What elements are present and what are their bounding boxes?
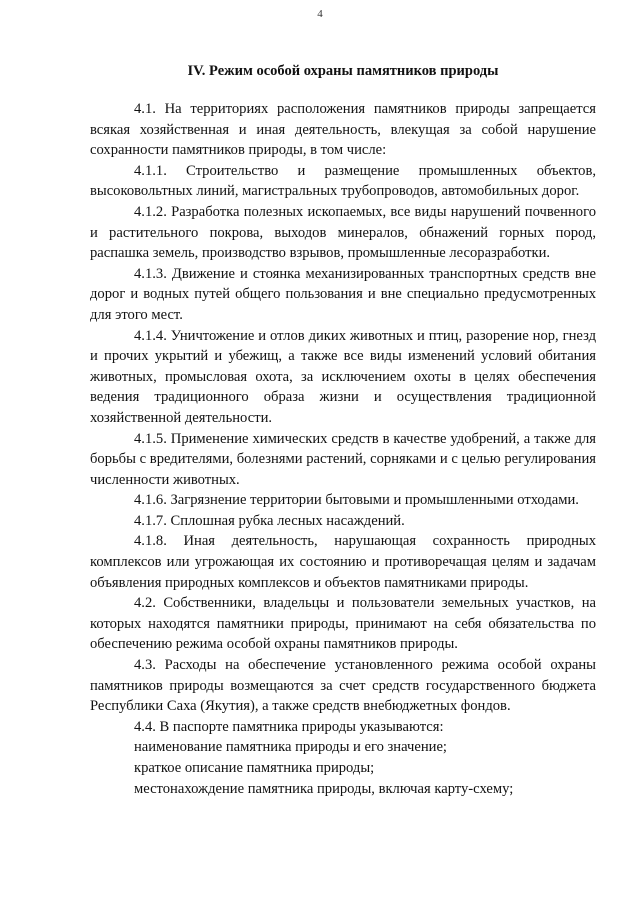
paragraph-4-1-8: 4.1.8. Иная деятельность, нарушающая сохранность природных комплексов или угрожающая их состоянию и противоречащая целям и задачам объявления природных комплексов и объектов памятниками природы. (90, 533, 596, 591)
section-title: IV. Режим особой охраны памятников природы (187, 63, 499, 79)
body-text (90, 99, 596, 799)
paragraph-4-1-1: 4.1.1. Строительство и размещение промышленных объектов, высоковольтных линий, магистральных трубопроводов, автомобильных дорог. (90, 162, 596, 200)
paragraph-4-1-7: 4.1.7. Сплошная рубка лесных насаждений. (134, 512, 405, 529)
paragraph-4-1-3: 4.1.3. Движение и стоянка механизированных транспортных средств вне дорог и водных путей общего пользования и вне специально предусмотренных для этого мест. (90, 265, 596, 323)
paragraph-4-1-6: 4.1.6. Загрязнение территории бытовыми и промышленными отходами. (134, 492, 579, 509)
page-number: 4 (317, 8, 323, 20)
paragraph-4-3: 4.3. Расходы на обеспечение установленного режима особой охраны памятников природы возмещаются за счет средств государственного бюджета Республики Саха (Якутия), а также средств внебюджетных фондов. (90, 657, 596, 715)
paragraph-4-1-4: 4.1.4. Уничтожение и отлов диких животных и птиц, разорение нор, гнезд и прочих укрытий и убежищ, а также все виды изменений условий обитания животных, промысловая охота, за исключением охоты в целях обеспечения ведения традиционного образа жизни и осуществления традиционной хозяйственной деятельности. (90, 327, 596, 426)
paragraph-4-1-5: 4.1.5. Применение химических средств в качестве удобрений, а также для борьбы с вредителями, болезнями растений, сорняками и с целью регулирования численности животных. (90, 430, 596, 488)
list-item-description: краткое описание памятника природы; (134, 760, 375, 776)
list-item-name: наименование памятника природы и его значение; (134, 739, 447, 756)
paragraph-4-1: 4.1. На территориях расположения памятников природы запрещается всякая хозяйственная и иная деятельность, влекущая за собой нарушение сохранности памятников природы, в том числе: (90, 101, 596, 159)
paragraph-4-1-2: 4.1.2. Разработка полезных ископаемых, все виды нарушений почвенного и растительного покрова, выходов минералов, обнажений горных пород, распашка земель, производство взрывов, промышленные лесоразработки. (90, 203, 596, 262)
paragraph-4-2: 4.2. Собственники, владельцы и пользователи земельных участков, на которых находятся памятники природы, принимают на себя обязательства по обеспечению режима особой охраны памятников природы. (90, 595, 596, 653)
paragraph-4-4: 4.4. В паспорте памятника природы указываются: (134, 718, 444, 735)
list-item-location: местонахождение памятника природы, включая карту-схему; (134, 780, 514, 797)
